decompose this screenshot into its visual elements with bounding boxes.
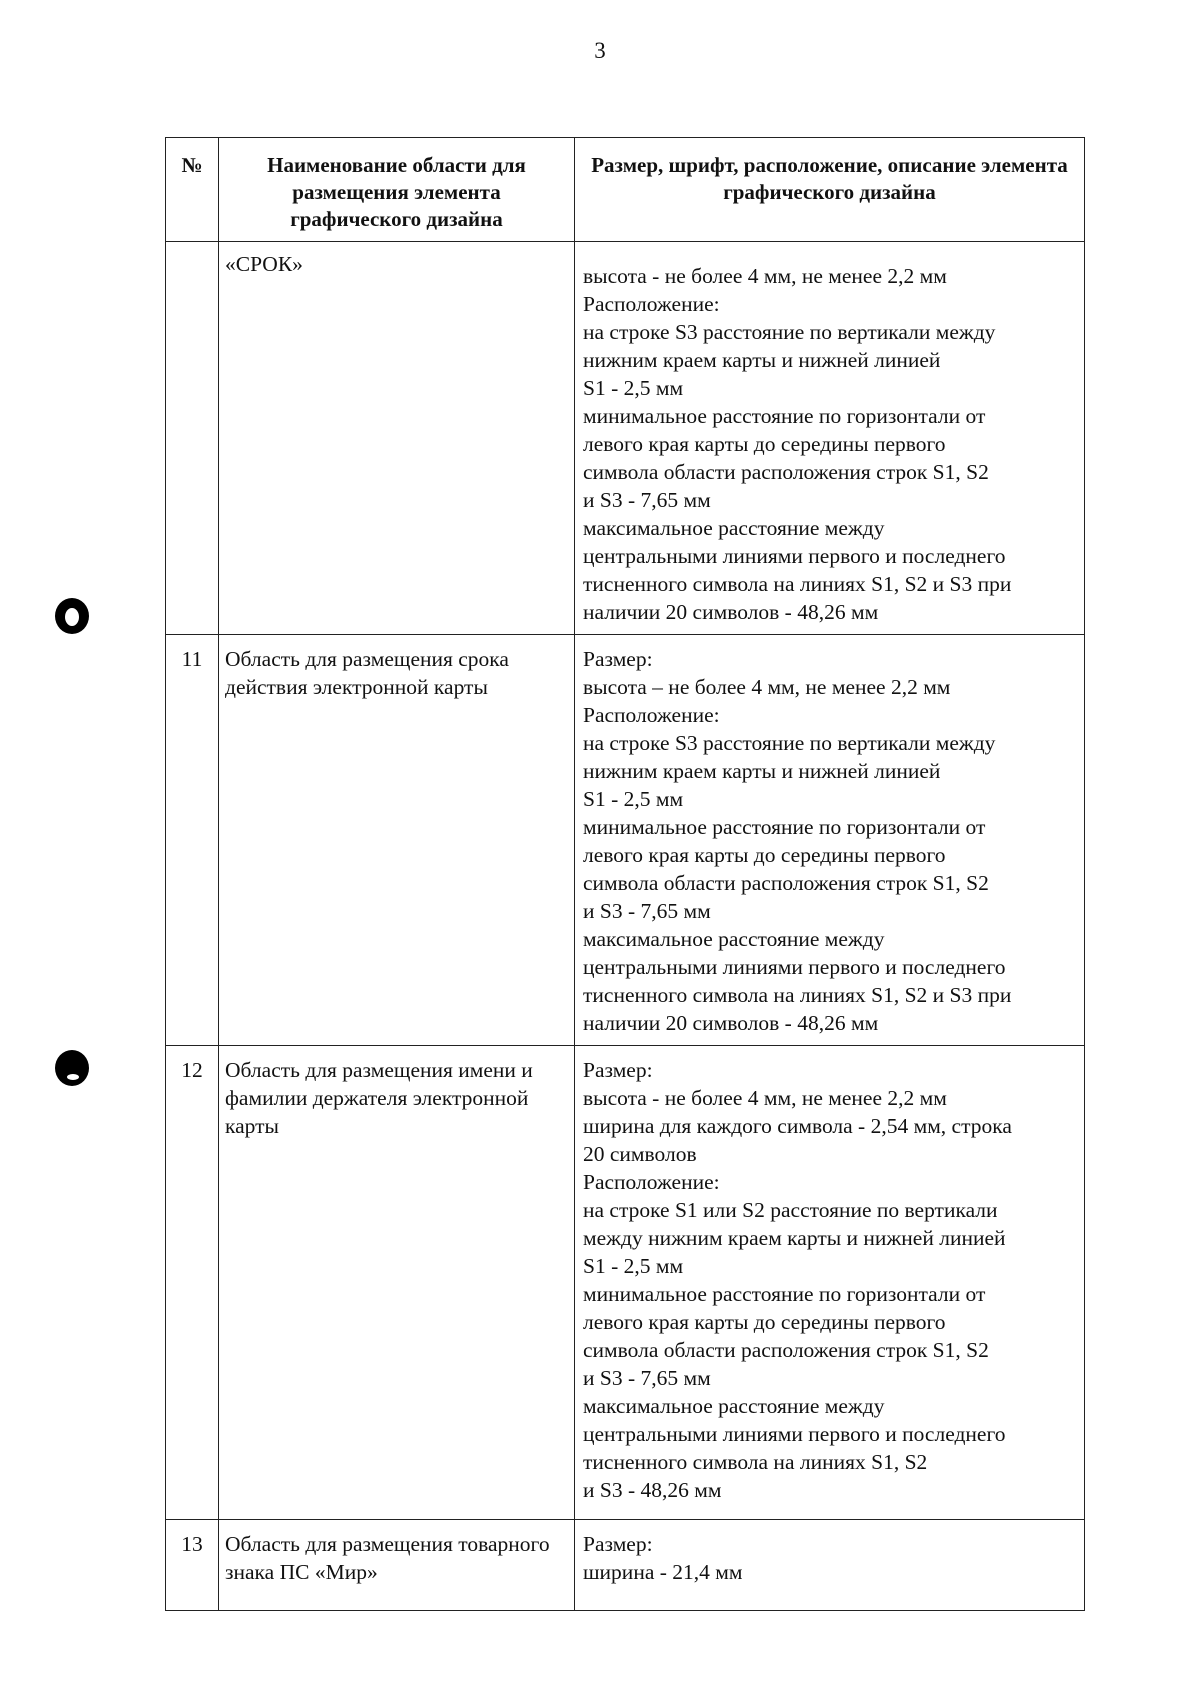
description-line: ширина - 21,4 мм <box>583 1560 743 1584</box>
table-row <box>166 1046 1085 1520</box>
row-description <box>575 1520 1085 1611</box>
description-line: центральными линиями первого и последнего <box>583 544 1006 568</box>
row-area-name: Область для размещения имени и фамилии держателя электронной карты <box>219 1046 575 1520</box>
row-area-name: «СРОК» <box>219 242 575 635</box>
row-description <box>575 1046 1085 1520</box>
description-line: левого края карты до середины первого <box>583 432 946 456</box>
header-area-name: Наименование области для размещения элемента графического дизайна <box>219 138 575 242</box>
header-description: Размер, шрифт, расположение, описание элемента графического дизайна <box>575 138 1085 242</box>
punch-hole-mark <box>55 1050 89 1086</box>
table-row <box>166 635 1085 1046</box>
page-number: 3 <box>594 38 606 63</box>
spec-table <box>165 137 1085 1611</box>
description-line: высота – не более 4 мм, не менее 2,2 мм <box>583 675 951 699</box>
description-line: левого края карты до середины первого <box>583 843 946 867</box>
description-line: нижним краем карты и нижней линией <box>583 348 941 372</box>
row-description <box>575 635 1085 1046</box>
description-line: символа области расположения строк S1, S2 <box>583 871 989 895</box>
row-number: 12 <box>166 1046 219 1520</box>
description-line: Размер: <box>583 1058 653 1082</box>
header-number: № <box>166 138 219 242</box>
description-line: максимальное расстояние между <box>583 927 885 951</box>
description-line: центральными линиями первого и последнего <box>583 1422 1006 1446</box>
description-line: 20 символов <box>583 1142 697 1166</box>
table-header-row <box>166 138 1085 242</box>
description-line: высота - не более 4 мм, не менее 2,2 мм <box>583 264 947 288</box>
description-line: минимальное расстояние по горизонтали от <box>583 404 986 428</box>
description-line: максимальное расстояние между <box>583 1394 885 1418</box>
description-line: Расположение: <box>583 292 720 316</box>
description-line: и S3 - 7,65 мм <box>583 1366 711 1390</box>
description-line: символа области расположения строк S1, S2 <box>583 1338 989 1362</box>
description-line: максимальное расстояние между <box>583 516 885 540</box>
description-line: нижним краем карты и нижней линией <box>583 759 941 783</box>
row-number: 13 <box>166 1520 219 1611</box>
description-line: левого края карты до середины первого <box>583 1310 946 1334</box>
row-area-name: Область для размещения товарного знака ПС «Мир» <box>219 1520 575 1611</box>
description-line: минимальное расстояние по горизонтали от <box>583 815 986 839</box>
description-line: ширина для каждого символа - 2,54 мм, строка <box>583 1114 1012 1138</box>
table-row <box>166 1520 1085 1611</box>
table-row <box>166 242 1085 635</box>
description-line: и S3 - 7,65 мм <box>583 488 711 512</box>
description-line: тисненного символа на линиях S1, S2 <box>583 1450 928 1474</box>
description-line: Размер: <box>583 1532 653 1556</box>
description-line: высота - не более 4 мм, не менее 2,2 мм <box>583 1086 947 1110</box>
description-line: наличии 20 символов - 48,26 мм <box>583 600 879 624</box>
description-line: и S3 - 48,26 мм <box>583 1478 722 1502</box>
description-line: тисненного символа на линиях S1, S2 и S3 при <box>583 983 1012 1007</box>
punch-hole-mark <box>55 598 89 634</box>
description-line: Расположение: <box>583 703 720 727</box>
description-line: центральными линиями первого и последнего <box>583 955 1006 979</box>
description-line: S1 - 2,5 мм <box>583 1254 684 1278</box>
description-line: минимальное расстояние по горизонтали от <box>583 1282 986 1306</box>
row-number: 11 <box>166 635 219 1046</box>
row-area-name: Область для размещения срока действия электронной карты <box>219 635 575 1046</box>
description-line: Расположение: <box>583 1170 720 1194</box>
row-description <box>575 242 1085 635</box>
description-line: между нижним краем карты и нижней линией <box>583 1226 1006 1250</box>
description-line: S1 - 2,5 мм <box>583 376 684 400</box>
description-line: на строке S3 расстояние по вертикали между <box>583 320 996 344</box>
description-line: наличии 20 символов - 48,26 мм <box>583 1011 879 1035</box>
description-line: символа области расположения строк S1, S2 <box>583 460 989 484</box>
row-number <box>166 242 219 635</box>
description-line: Размер: <box>583 647 653 671</box>
description-line: тисненного символа на линиях S1, S2 и S3 при <box>583 572 1012 596</box>
description-line: S1 - 2,5 мм <box>583 787 684 811</box>
description-line: на строке S3 расстояние по вертикали между <box>583 731 996 755</box>
description-line: и S3 - 7,65 мм <box>583 899 711 923</box>
description-line: на строке S1 или S2 расстояние по вертикали <box>583 1198 998 1222</box>
